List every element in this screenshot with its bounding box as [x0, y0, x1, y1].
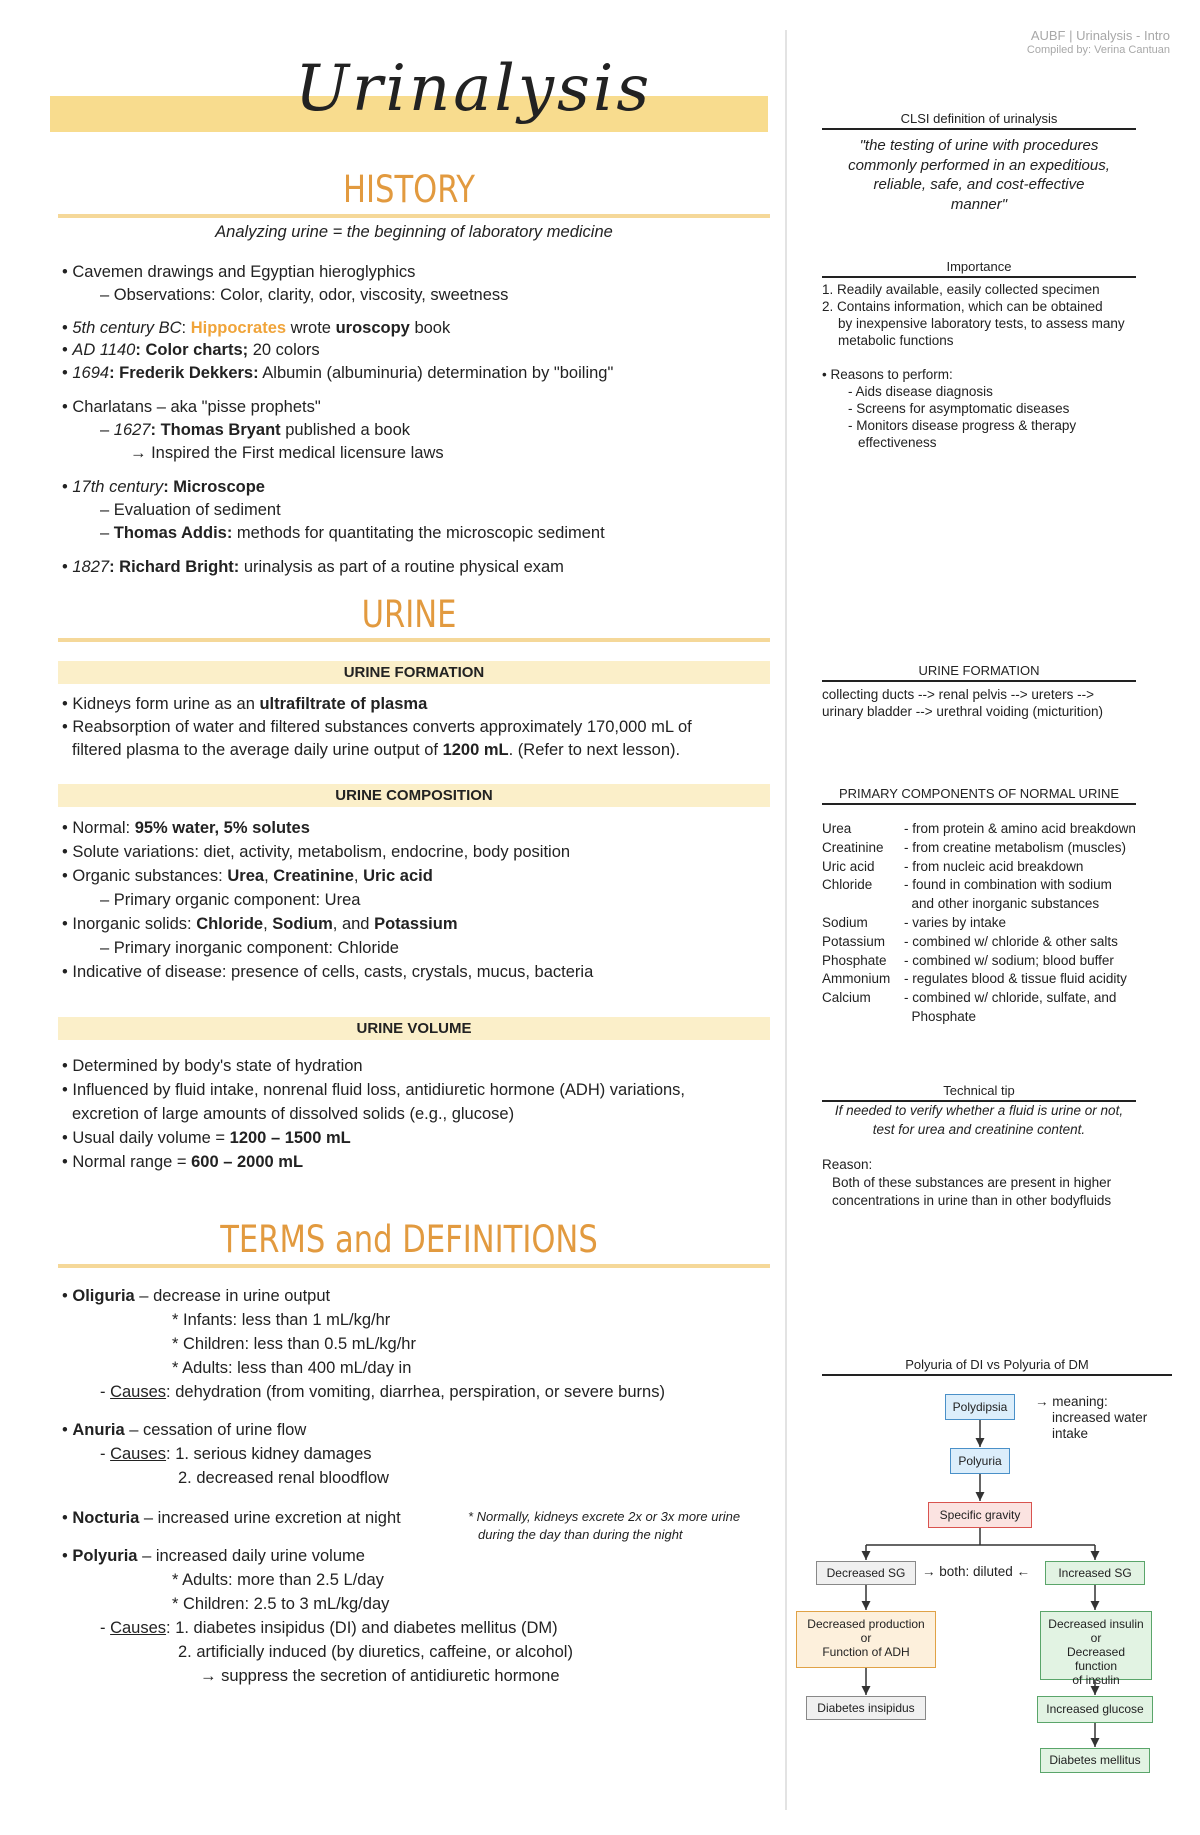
- component-desc: - regulates blood & tissue fluid acidity: [904, 971, 1127, 987]
- terms-heading: TERMS and DEFINITIONS: [220, 1218, 598, 1262]
- component-desc: - combined w/ chloride, sulfate, and: [904, 990, 1117, 1006]
- importance-line: - Monitors disease progress & therapy: [848, 418, 1077, 433]
- causes-label: Causes: [110, 1619, 167, 1637]
- quote-line: commonly performed in an expeditious,: [848, 156, 1110, 174]
- history-bold: : Richard Bright:: [109, 558, 240, 576]
- tip-line: If needed to verify whether a fluid is urine or not,: [834, 1103, 1124, 1118]
- bold-text: Potassium: [374, 915, 458, 933]
- component-desc: - combined w/ sodium; blood buffer: [904, 952, 1114, 968]
- clsi-heading: CLSI definition of urinalysis: [900, 111, 1058, 126]
- flow-text: Decreased function: [1066, 1645, 1126, 1673]
- term-nocturia: • Nocturia – increased urine excretion at night: [62, 1509, 401, 1527]
- importance-line: - Screens for asymptomatic diseases: [848, 401, 1070, 416]
- composition-line: • Solute variations: diet, activity, metabolism, endocrine, body position: [62, 843, 571, 861]
- history-date: AD 1140: [72, 341, 136, 359]
- flow-polydipsia: Polydipsia: [945, 1394, 1015, 1420]
- composition-line: • Organic substances: Urea, Creatinine, Uric acid: [62, 867, 433, 885]
- page-title: Urinalysis: [295, 52, 653, 126]
- history-bold: : Thomas Bryant: [150, 421, 281, 439]
- bold-text: 1200 mL: [442, 741, 509, 759]
- component-name: Creatinine: [822, 839, 884, 855]
- term-causes: → suppress the secretion of antidiuretic hormone: [200, 1667, 560, 1685]
- tip-line: test for urea and creatinine content.: [872, 1122, 1086, 1137]
- term-detail: * Infants: less than 1 mL/kg/hr: [172, 1311, 391, 1329]
- volume-line: • Determined by body's state of hydration: [62, 1057, 363, 1075]
- composition-subline: – Primary inorganic component: Chloride: [100, 939, 399, 957]
- component-desc: - combined w/ chloride & other salts: [904, 933, 1118, 949]
- bold-text: Sodium: [272, 915, 333, 933]
- flow-text: Decreased production: [807, 1617, 925, 1631]
- component-name: Ammonium: [822, 971, 891, 987]
- component-name: Potassium: [822, 933, 886, 949]
- flow-increased-glucose: Increased glucose: [1037, 1696, 1153, 1723]
- urine-formation-heading: URINE FORMATION: [58, 661, 770, 684]
- volume-line: excretion of large amounts of dissolved solids (e.g., glucose): [72, 1105, 515, 1123]
- history-bold: : Color charts;: [135, 341, 249, 359]
- history-item: • Cavemen drawings and Egyptian hieroglyphics: [62, 263, 416, 281]
- importance-line: by inexpensive laboratory tests, to assess many: [838, 316, 1125, 331]
- bold-text: 600 – 2000 mL: [191, 1153, 304, 1171]
- bold-text: Urea: [227, 867, 265, 885]
- history-date: 1627: [113, 421, 151, 439]
- flow-both-diluted: → both: diluted ←: [922, 1564, 1031, 1579]
- term-def: – increased daily urine volume: [137, 1547, 365, 1565]
- component-desc: - varies by intake: [904, 914, 1007, 930]
- components-heading: PRIMARY COMPONENTS OF NORMAL URINE: [838, 786, 1119, 801]
- tip-reason-text: Both of these substances are present in higher: [832, 1175, 1112, 1190]
- text: . (Refer to next lesson).: [508, 741, 681, 759]
- flow-text: or: [1090, 1631, 1102, 1645]
- causes-label: Causes: [110, 1383, 167, 1401]
- flow-text: of insulin: [1072, 1673, 1120, 1687]
- bold-text: 95% water, 5% solutes: [134, 819, 310, 837]
- formation-path: collecting ducts --> renal pelvis --> ureters -->: [822, 687, 1094, 702]
- volume-line: • Influenced by fluid intake, nonrenal fluid loss, antidiuretic hormone (ADH) variations,: [62, 1081, 686, 1099]
- formation-line: • Reabsorption of water and filtered substances converts approximately 170,000 mL of: [62, 718, 692, 736]
- history-subitem: – Evaluation of sediment: [100, 501, 281, 519]
- component-desc: - from nucleic acid breakdown: [904, 858, 1084, 874]
- bold-text: Uric acid: [363, 867, 433, 885]
- component-desc: and other inorganic substances: [904, 896, 1100, 912]
- importance-line: metabolic functions: [838, 333, 954, 348]
- text: • Normal range =: [62, 1153, 192, 1171]
- quote-line: reliable, safe, and cost-effective: [873, 176, 1085, 193]
- tip-heading: Technical tip: [943, 1083, 1015, 1098]
- history-text: Albumin (albuminuria) determination by "boiling": [258, 364, 614, 382]
- history-item: • AD 1140: Color charts; 20 colors: [62, 341, 320, 359]
- causes-text: : dehydration (from vomiting, diarrhea, perspiration, or severe burns): [166, 1383, 665, 1401]
- term-causes: - Causes: 1. diabetes insipidus (DI) and diabetes mellitus (DM): [100, 1619, 558, 1637]
- history-bold: : Microscope: [163, 478, 265, 496]
- history-item: • Charlatans – aka "pisse prophets": [62, 398, 321, 416]
- term-def: – cessation of urine flow: [124, 1421, 307, 1439]
- history-text: published a book: [280, 421, 411, 439]
- history-date: 1827: [72, 558, 110, 576]
- flow-diabetes-insipidus: Diabetes insipidus: [806, 1696, 926, 1720]
- term-anuria: • Anuria – cessation of urine flow: [62, 1421, 307, 1439]
- term-detail: * Adults: less than 400 mL/day in: [172, 1359, 412, 1377]
- history-item: • 1694: Frederik Dekkers: Albumin (albuminuria) determination by "boiling": [62, 364, 614, 382]
- bold-text: ultrafiltrate of plasma: [259, 695, 428, 713]
- tip-reason-text: concentrations in urine than in other bodyfluids: [832, 1193, 1112, 1208]
- flow-meaning: intake: [1052, 1426, 1089, 1441]
- history-item: • 1827: Richard Bright: urinalysis as part of a routine physical exam: [62, 558, 564, 576]
- bold-text: Creatinine: [273, 867, 354, 885]
- causes-text: : 1. diabetes insipidus (DI) and diabetes mellitus (DM): [166, 1619, 558, 1637]
- composition-subline: – Primary organic component: Urea: [100, 891, 361, 909]
- flow-meaning: increased water: [1052, 1410, 1148, 1425]
- term-name: Polyuria: [72, 1547, 138, 1565]
- urine-volume-heading: URINE VOLUME: [58, 1017, 770, 1040]
- term-name: Oliguria: [72, 1287, 135, 1305]
- text: • Inorganic solids:: [62, 915, 197, 933]
- flow-text: Decreased insulin: [1048, 1617, 1144, 1631]
- history-text: book: [409, 319, 451, 337]
- history-subitem: – Thomas Addis: methods for quantitating the microscopic sediment: [100, 524, 605, 542]
- text: filtered plasma to the average daily urine output of: [72, 741, 443, 759]
- flow-increased-sg: Increased SG: [1045, 1561, 1145, 1585]
- flow-meaning: → meaning:: [1035, 1394, 1108, 1409]
- tip-reason: Reason:: [822, 1157, 873, 1172]
- history-subitem: – 1627: Thomas Bryant published a book: [100, 421, 411, 439]
- term-detail: * Children: 2.5 to 3 mL/kg/day: [172, 1595, 390, 1613]
- history-heading: HISTORY: [343, 168, 475, 212]
- urine-composition-heading: URINE COMPOSITION: [58, 784, 770, 807]
- component-desc: - found in combination with sodium: [904, 877, 1112, 893]
- history-subitem: → Inspired the First medical licensure laws: [130, 444, 444, 462]
- history-text: methods for quantitating the microscopic sediment: [232, 524, 605, 542]
- importance-line: 1. Readily available, easily collected specimen: [822, 282, 1100, 297]
- history-tagline: Analyzing urine = the beginning of laboratory medicine: [215, 223, 613, 241]
- nocturia-note: * Normally, kidneys excrete 2x or 3x more urine: [468, 1509, 741, 1524]
- term-causes: - Causes: 1. serious kidney damages: [100, 1445, 372, 1463]
- importance-heading: Importance: [946, 259, 1012, 274]
- component-name: Chloride: [822, 877, 873, 893]
- causes-text: : 1. serious kidney damages: [166, 1445, 372, 1463]
- importance-line: 2. Contains information, which can be obtained: [822, 299, 1103, 314]
- urine-heading: URINE: [361, 593, 457, 637]
- component-name: Phosphate: [822, 952, 887, 968]
- formation-path: urinary bladder --> urethral voiding (micturition): [822, 704, 1103, 719]
- component-name: Calcium: [822, 990, 871, 1006]
- term-oliguria: • Oliguria – decrease in urine output: [62, 1287, 331, 1305]
- composition-line: • Indicative of disease: presence of cells, casts, crystals, mucus, bacteria: [62, 963, 594, 981]
- flow-polyuria: Polyuria: [950, 1448, 1010, 1474]
- quote-line: "the testing of urine with procedures: [859, 137, 1099, 154]
- flow-text: Function of ADH: [822, 1645, 910, 1659]
- history-text: urinalysis as part of a routine physical exam: [239, 558, 564, 576]
- history-date: 1694: [72, 364, 110, 382]
- flow-decreased-insulin: [1040, 1611, 1152, 1687]
- nocturia-note: during the day than during the night: [478, 1527, 683, 1542]
- term-polyuria: • Polyuria – increased daily urine volume: [62, 1547, 365, 1565]
- term-detail: * Children: less than 0.5 mL/kg/hr: [172, 1335, 416, 1353]
- text: • Organic substances:: [62, 867, 228, 885]
- component-name: Uric acid: [822, 858, 875, 874]
- causes-label: Causes: [110, 1445, 167, 1463]
- component-desc: - from protein & amino acid breakdown: [904, 821, 1136, 836]
- history-date: 5th century BC: [72, 319, 182, 337]
- importance-line: • Reasons to perform:: [822, 367, 953, 382]
- text: • Normal:: [62, 819, 135, 837]
- term-causes: 2. decreased renal bloodflow: [178, 1469, 389, 1487]
- history-item: • 5th century BC: Hippocrates wrote uroscopy book: [62, 319, 451, 337]
- text: • Kidneys form urine as an: [62, 695, 260, 713]
- history-subitem: – Observations: Color, clarity, odor, viscosity, sweetness: [100, 286, 509, 304]
- importance-line: effectiveness: [858, 435, 937, 450]
- history-bold: Thomas Addis:: [113, 524, 233, 542]
- flow-decreased-sg: Decreased SG: [816, 1561, 916, 1585]
- bold-text: 1200 – 1500 mL: [229, 1129, 351, 1147]
- term-detail: * Adults: more than 2.5 L/day: [172, 1571, 384, 1589]
- flow-decreased-adh: [796, 1611, 936, 1668]
- component-desc: - from creatine metabolism (muscles): [904, 839, 1127, 855]
- history-item: • 17th century: Microscope: [62, 478, 265, 496]
- text: • Usual daily volume =: [62, 1129, 230, 1147]
- term-name: Nocturia: [72, 1509, 140, 1527]
- composition-line: • Inorganic solids: Chloride, Sodium, and Potassium: [62, 915, 458, 933]
- component-name: Sodium: [822, 914, 868, 930]
- importance-line: - Aids disease diagnosis: [848, 384, 993, 399]
- history-text: 20 colors: [248, 341, 320, 359]
- flow-heading: Polyuria of DI vs Polyuria of DM: [905, 1357, 1089, 1372]
- component-name: Urea: [822, 821, 852, 836]
- flow-text: or: [860, 1631, 872, 1645]
- bold-text: Chloride: [196, 915, 264, 933]
- history-date: 17th century: [72, 478, 164, 496]
- right-formation-heading: URINE FORMATION: [918, 663, 1040, 678]
- term-def: – decrease in urine output: [134, 1287, 331, 1305]
- term-def: – increased urine excretion at night: [139, 1509, 401, 1527]
- hippocrates-name: Hippocrates: [190, 319, 287, 337]
- history-text: wrote: [286, 319, 336, 337]
- component-desc: Phosphate: [904, 1008, 977, 1024]
- flow-specific-gravity: Specific gravity: [928, 1502, 1032, 1528]
- quote-line: manner": [950, 195, 1008, 213]
- history-bold: : Frederik Dekkers:: [109, 364, 259, 382]
- term-causes: - Causes: dehydration (from vomiting, diarrhea, perspiration, or severe burns): [100, 1383, 665, 1401]
- history-bold: uroscopy: [335, 319, 410, 337]
- header-title: AUBF | Urinalysis - Intro: [1030, 28, 1170, 43]
- term-name: Anuria: [72, 1421, 125, 1439]
- header-author: Compiled by: Verina Cantuan: [1026, 44, 1170, 56]
- term-causes: 2. artificially induced (by diuretics, caffeine, or alcohol): [178, 1643, 573, 1661]
- flow-diabetes-mellitus: Diabetes mellitus: [1040, 1748, 1150, 1773]
